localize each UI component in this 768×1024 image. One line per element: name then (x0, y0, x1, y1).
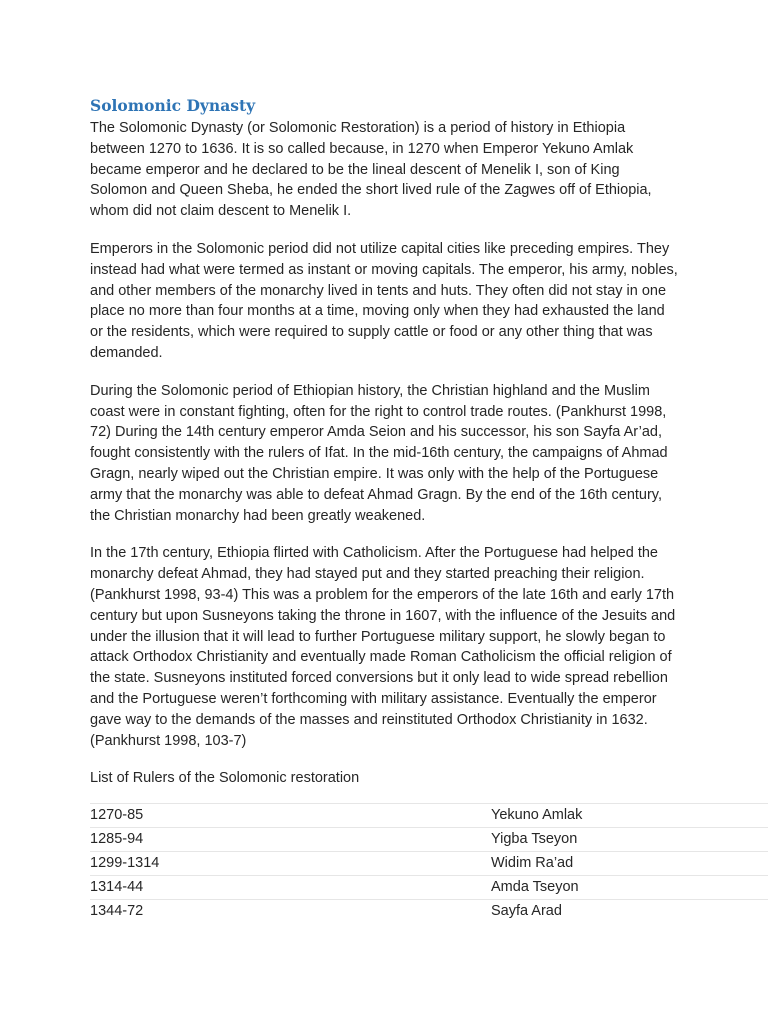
ruler-name: Yekuno Amlak (491, 804, 768, 828)
document-page (90, 96, 768, 923)
paragraph-conflict: During the Solomonic period of Ethiopian history, the Christian highland and the Muslim coast were in constant fighting, often for the right to control trade routes. (Pankhurst 1998, 72) During the 14th century emperor Amda Seion and his successor, his son Sayfa Ar’ad, fought consistently with the rulers of Ifat. In the mid-16th century, the campaigns of Ahmad Gragn, nearly wiped out the Christian empire. It was only with the help of the Portuguese army that the monarchy was able to defeat Ahmad Gragn. By the end of the 16th century, the Christian monarchy had been greatly weakened. (90, 382, 668, 524)
rulers-list-heading: List of Rulers of the Solomonic restoration (90, 770, 360, 787)
ruler-name: Amda Tseyon (491, 876, 768, 900)
paragraph-catholicism: In the 17th century, Ethiopia flirted with Catholicism. After the Portuguese had helped the monarchy defeat Ahmad, they had stayed put and they started preaching their religion. (Pankhurst 1998, 93-4) This was a problem for the emperors of the late 16th and early 17th century but upon Susneyons taking the throne in 1607, with the influence of the Jesuits and under the illusion that it will lead to further Portuguese military support, he slowly began to attack Orthodox Christianity and eventually made Roman Catholicism the official religion of the state. Susneyons instituted forced conversions but it only lead to wide spread rebellion and the Portuguese weren’t forthcoming with military assistance. Eventually the emperor gave way to the demands of the masses and reinstituted Orthodox Christianity in 1632. (Pankhurst 1998, 103-7) (90, 545, 676, 749)
paragraph-intro: The Solomonic Dynasty (or Solomonic Restoration) is a period of history in Ethiopia between 1270 to 1636. It is so called because, in 1270 when Emperor Yekuno Amlak became emperor and he declared to be the lineal descent of Menelik I, son of King Solomon and Queen Sheba, he ended the short lived rule of the Zagwes off of Ethiopia, whom did not claim descent to Menelik I. (90, 120, 652, 220)
paragraph-capitals: Emperors in the Solomonic period did not utilize capital cities like preceding empires. They instead had what were termed as instant or moving capitals. The emperor, his army, nobles, and other members of the monarchy lived in tents and huts. They often did not stay in one place no more than four months at a time, moving only when they had exhausted the land or the residents, which were required to supply cattle or food or any other thing that was demanded. (90, 240, 678, 361)
ruler-years: 1285-94 (90, 828, 491, 852)
rulers-table (90, 803, 768, 923)
ruler-name: Sayfa Arad (491, 900, 768, 924)
ruler-years: 1344-72 (90, 900, 491, 924)
ruler-name: Yigba Tseyon (491, 828, 768, 852)
ruler-name: Widim Ra’ad (491, 852, 768, 876)
ruler-years: 1270-85 (90, 804, 491, 828)
table-row (90, 804, 768, 828)
table-row (90, 900, 768, 924)
ruler-years: 1314-44 (90, 876, 491, 900)
table-row (90, 852, 768, 876)
ruler-years: 1299-1314 (90, 852, 491, 876)
table-row (90, 876, 768, 900)
table-row (90, 828, 768, 852)
document-title: Solomonic Dynasty (90, 96, 256, 115)
